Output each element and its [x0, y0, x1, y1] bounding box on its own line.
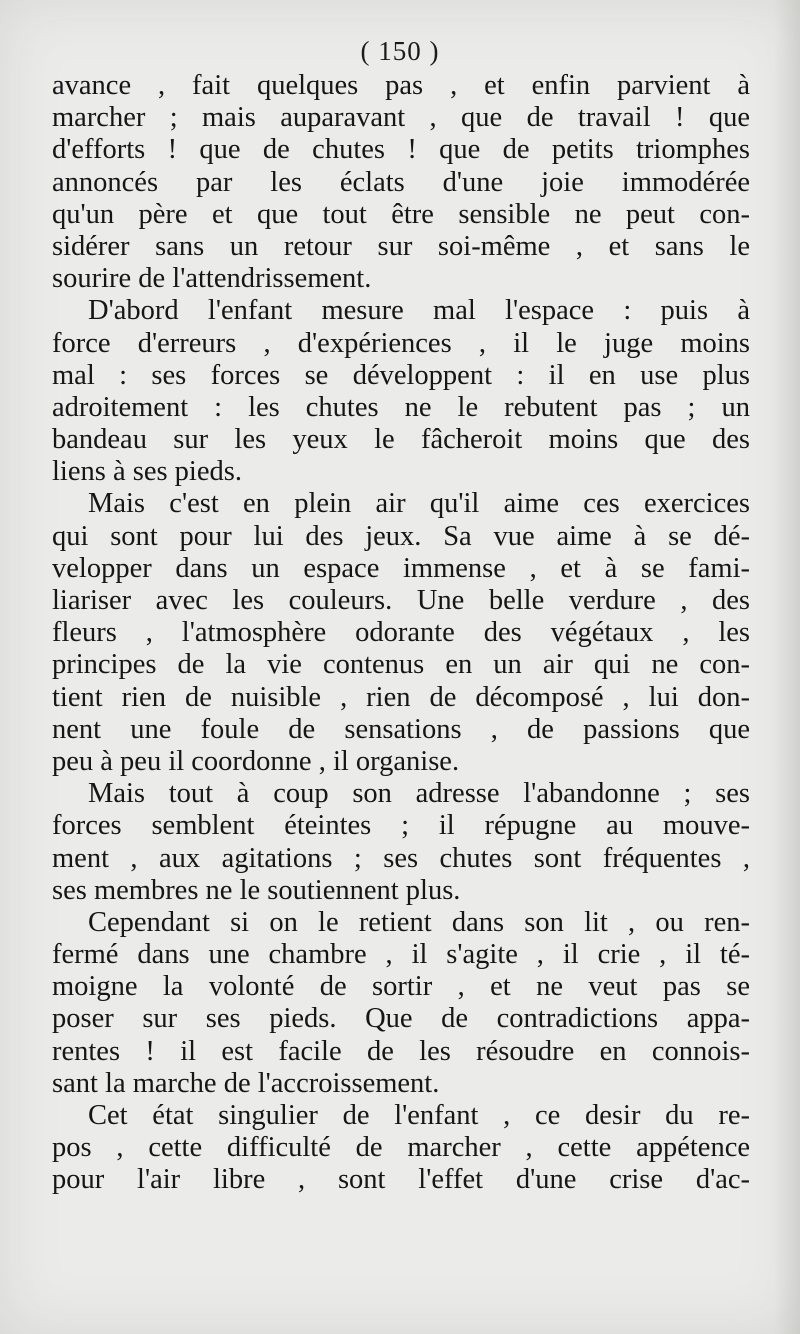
paragraph	[52, 295, 750, 488]
page-number: ( 150 )	[360, 36, 440, 66]
text-line: qui sont pour lui des jeux. Sa vue aime à se dé-	[52, 520, 750, 552]
text-line: D'abord l'enfant mesure mal l'espace : puis à	[88, 295, 750, 327]
text-line: principes de la vie contenus en un air qui ne con-	[52, 649, 750, 681]
text-line: pos , cette difficulté de marcher , cette appétence	[52, 1132, 750, 1164]
text-line: pour l'air libre , sont l'effet d'une crise d'ac-	[52, 1164, 750, 1196]
text-line: qu'un père et que tout être sensible ne peut con-	[52, 198, 750, 230]
text-line: ses membres ne le soutiennent plus.	[52, 874, 461, 906]
text-line: force d'erreurs , d'expériences , il le juge moins	[52, 327, 750, 359]
paragraph	[52, 488, 750, 778]
text-line: adroitement : les chutes ne le rebutent pas ; un	[52, 391, 750, 423]
text-line: moigne la volonté de sortir , et ne veut pas se	[52, 971, 750, 1003]
text-line: Mais c'est en plein air qu'il aime ces exercices	[88, 488, 750, 520]
text-line: poser sur ses pieds. Que de contradictions appa-	[52, 1003, 750, 1035]
text-line: marcher ; mais auparavant , que de travail ! que	[52, 102, 750, 134]
text-line: sourire de l'attendrissement.	[52, 263, 372, 295]
body-text	[52, 70, 750, 1197]
page-gutter-shadow	[774, 0, 800, 1334]
text-line: bandeau sur les yeux le fâcheroit moins que des	[52, 424, 750, 456]
paragraph	[52, 778, 750, 907]
text-line: ment , aux agitations ; ses chutes sont fréquentes ,	[52, 842, 750, 874]
text-line: sidérer sans un retour sur soi-même , et sans le	[52, 230, 750, 262]
text-line: liariser avec les couleurs. Une belle verdure , des	[52, 585, 750, 616]
text-line: mal : ses forces se développent : il en use plus	[52, 359, 750, 391]
paragraph	[52, 70, 750, 295]
text-line: annoncés par les éclats d'une joie immodérée	[52, 166, 750, 198]
text-line: forces semblent éteintes ; il répugne au mouve-	[52, 810, 750, 842]
text-line: peu à peu il coordonne , il organise.	[52, 745, 460, 777]
text-line: d'efforts ! que de chutes ! que de petits triomphes	[52, 134, 750, 166]
text-line: fermé dans une chambre , il s'agite , il crie , il té-	[52, 939, 750, 971]
text-line: rentes ! il est facile de les résoudre en connois-	[52, 1035, 750, 1067]
text-line: nent une foule de sensations , de passions que	[52, 713, 750, 745]
text-line: sant la marche de l'accroissement.	[52, 1067, 440, 1099]
text-line: Mais tout à coup son adresse l'abandonne ; ses	[88, 778, 750, 810]
text-line: liens à ses pieds.	[52, 456, 242, 488]
text-line: fleurs , l'atmosphère odorante des végétaux , les	[52, 617, 750, 649]
paragraph	[52, 1100, 750, 1197]
text-line: Cet état singulier de l'enfant , ce desir du re-	[88, 1100, 750, 1131]
text-line: Cependant si on le retient dans son lit , ou ren-	[88, 906, 750, 938]
text-line: avance , fait quelques pas , et enfin parvient à	[52, 70, 750, 101]
paragraph	[52, 907, 750, 1100]
text-line: velopper dans un espace immense , et à se fami-	[52, 552, 750, 584]
text-line: tient rien de nuisible , rien de décomposé , lui don-	[52, 681, 750, 713]
